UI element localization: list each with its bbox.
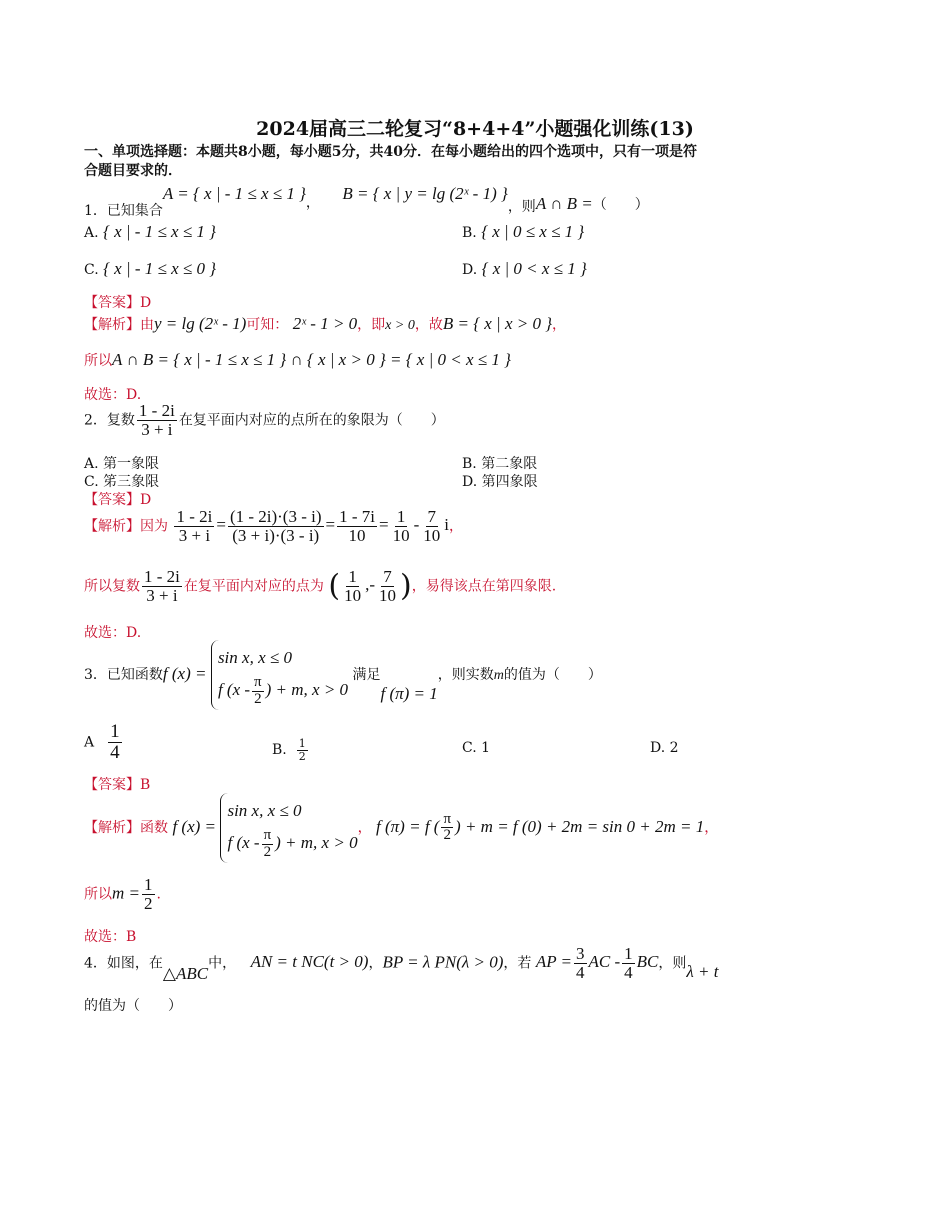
q2-stem: 2．复数 $\frac{1 - 2i}{3 + i}$ 在复平面内对应的点所在的象限为（ ） [84,401,445,439]
q1-option-c: C. { x | - 1 ≤ x ≤ 0 } [84,259,217,278]
q1-option-a: A. { x | - 1 ≤ x ≤ 1 } [84,222,216,241]
q3-solution-line2: 所以m = $\frac{1}{2}$ . [84,875,161,913]
q2-conclusion: 故选：D. [84,625,142,641]
q2-solution-line2: 所以复数 $\frac{1 - 2i}{3 + i}$ 在复平面内对应的点为 ( $\frac{1}{10}$ ,- $\frac{7}{10}$ )，易得该点在第四象限. [84,567,557,605]
page-title: 2024届高三二轮复习“8+4+4”小题强化训练(13) [256,118,694,140]
q1-answer: 【答案】D [84,295,152,311]
q3-option-d: D. 2 [650,740,679,756]
q1-conclusion: 故选：D. [84,387,142,403]
q1-solution-line2: 所以A ∩ B = { x | - 1 ≤ x ≤ 1 } ∩ { x | x > 0 } = { x | 0 < x ≤ 1 } [84,350,511,369]
q3-solution-line1: 【解析】函数 f (x) = sin x, x ≤ 0 f (x - $\frac{\pi}{2}$ ) + m, x > 0 ， f (π) = f ( $\frac{\pi}{2}$ ) + m = f (0) + 2m = sin 0 + 2m = 1， [84,793,718,863]
q2-fraction: $\frac{1 - 2i}{3 + i}$ [138,401,175,439]
q1-option-d: D. { x | 0 < x ≤ 1 } [462,259,587,278]
q4-stem-line2: 的值为（ ） [84,998,182,1014]
q2-answer: 【答案】D [84,492,152,508]
q3-option-a: A $\frac{1}{4}$ [84,721,120,763]
q1-option-b: B. { x | 0 ≤ x ≤ 1 } [462,222,585,241]
q2-option-a: A. 第一象限 [84,456,160,472]
q1-set-a: A = { x | - 1 ≤ x ≤ 1 } [162,184,306,203]
q1-set-b: B = { x | y = lg (2ˣ - 1) } [342,184,508,203]
q3-stem: 3．已知函数f (x) = sin x, x ≤ 0 f (x - $\frac{\pi}{2}$ ) + m, x > 0 满足f (π) = 1，则实数m的值为（ ） [84,640,602,710]
q2-option-d: D. 第四象限 [462,474,538,490]
q2-option-b: B. 第二象限 [462,456,538,472]
q1-solution-line1: 【解析】由y = lg (2ˣ - 1)可知： 2ˣ - 1 > 0，即x > 0，故B = { x | x > 0 }， [84,314,567,333]
q2-solution-line1: 【解析】因为 $\frac{1 - 2i}{3 + i}$ = $\frac{(1 - 2i)\cdot(3 - i)}{(3 + i)\cdot(3 - i)}$ = $\frac{1 - 7i}{10}$ = $\frac{1}{10}$ - $\frac{7}{10}$ i， [84,507,463,545]
q2-option-c: C. 笫三象限 [84,474,160,490]
section-heading-line2: 合题目要求的． [84,163,182,179]
q3-option-c: C. 1 [462,740,491,756]
q3-piecewise: sin x, x ≤ 0 f (x - $\frac{\pi}{2}$ ) + m, x > 0 [211,640,348,710]
section-heading-line1: 一、单项选择题：本题共8小题，每小题5分，共40分．在每小题给出的四个选项中，只有一项是符 [84,144,697,160]
q1-stem: 1．已知集合A = { x | - 1 ≤ x ≤ 1 }， B = { x | y = lg (2ˣ - 1) }，则A ∩ B =（ ） [84,184,649,219]
q3-answer: 【答案】B [84,777,151,793]
q3-conclusion: 故选：B [84,929,137,945]
q3-option-b: B. $\frac{1}{2}$ [272,737,306,763]
q4-stem-line1: 4．如图，在△ABC中， AN = t NC(t > 0)，BP = λ PN(λ > 0)，若 AP = $\frac{3}{4}$ AC - $\frac{1}{4}$ BC，则λ + t [84,944,719,984]
